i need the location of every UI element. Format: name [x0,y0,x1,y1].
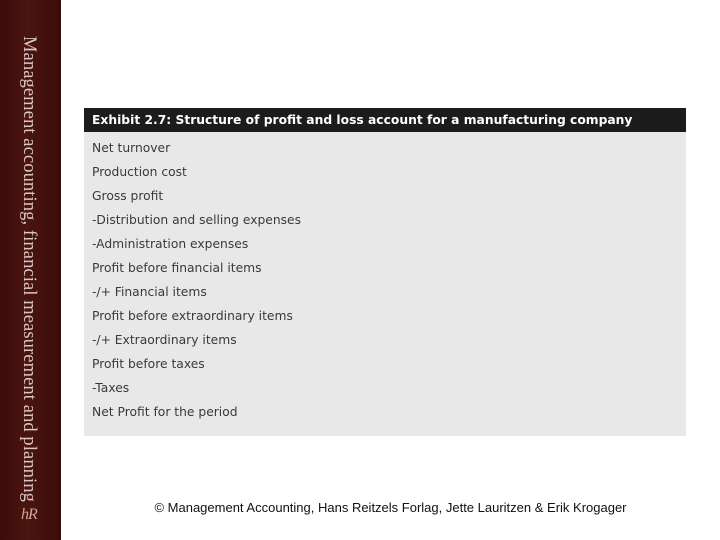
list-item: Net turnover [92,141,171,155]
sidebar [0,0,61,540]
list-item: Profit before taxes [92,357,205,371]
exhibit-list [84,132,686,424]
publisher-logo: hR [21,506,37,523]
list-item: -/+ Financial items [92,285,207,299]
list-item: Profit before financial items [92,261,262,275]
list-item: Production cost [92,165,187,179]
list-item: -Administration expenses [92,237,249,251]
list-item: -Taxes [92,381,130,395]
exhibit-panel [84,108,686,436]
copyright-footer: © Management Accounting, Hans Reitzels Forlag, Jette Lauritzen & Erik Krogager [154,500,627,515]
exhibit-title: Exhibit 2.7: Structure of profit and loss account for a manufacturing company [84,108,686,132]
list-item: -Distribution and selling expenses [92,213,302,227]
sidebar-title: Management accounting, financial measurement and planning [19,36,39,502]
list-item: -/+ Extraordinary items [92,333,237,347]
list-item: Net Profit for the period [92,405,238,419]
list-item: Profit before extraordinary items [92,309,293,323]
list-item: Gross profit [92,189,164,203]
